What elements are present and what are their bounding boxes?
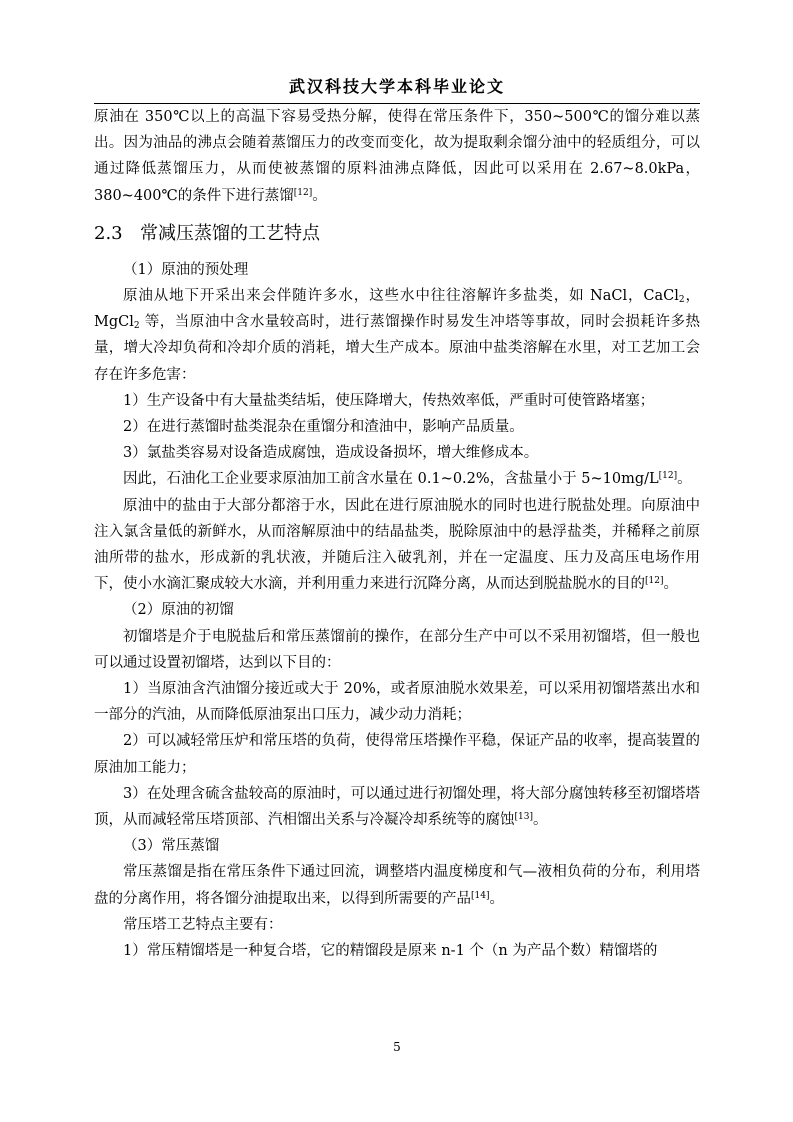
para-text: 因此，石油化工企业要求原油加工前含水量在 0.1~0.2%，含盐量小于 5~10mg/L xyxy=(123,471,659,488)
para-text: 等，当原油中含水量较高时，进行蒸馏操作时易发生冲塔等事故，同时会损耗许多热量，增大冷却负荷和冷却介质的消耗，增大生产成本。原油中盐类溶解在水里，对工艺加工会存在许多危害： xyxy=(94,314,700,383)
section-title: 常减压蒸馏的工艺特点 xyxy=(140,222,320,244)
citation: [12] xyxy=(293,187,313,198)
page-number: 5 xyxy=(393,1040,401,1054)
citation: [14] xyxy=(471,890,490,901)
para-text: 。 xyxy=(677,471,692,488)
paragraph-atmospheric xyxy=(94,859,700,911)
paragraph-desalting xyxy=(94,493,700,598)
list-item: 1）当原油含汽油馏分接近或大于 20%，或者原油脱水效果差，可以采用初馏塔蒸出水和一部分的汽油，从而降低原油泵出口压力，减少动力消耗； xyxy=(94,681,700,724)
paragraph-initial-distillation: 初馏塔是介于电脱盐后和常压蒸馏前的操作，在部分生产中可以不采用初馏塔，但一般也可以通过设置初馏塔，达到以下目的： xyxy=(94,628,700,671)
intro-paragraph xyxy=(94,104,700,209)
list-item: 2）在进行蒸馏时盐类混杂在重馏分和渣油中，影响产品质量。 xyxy=(123,419,524,436)
para-text: 3）在处理含硫含盐较高的原油时，可以通过进行初馏处理，将大部分腐蚀转移至初馏塔塔顶，从而减轻常压塔顶部、汽相馏出关系与冷凝冷却系统等的腐蚀 xyxy=(94,785,700,829)
subsection-title-2: （2）原油的初馏 xyxy=(123,602,234,619)
para-text: 。 xyxy=(489,890,504,907)
section-heading xyxy=(94,219,700,249)
citation: [13] xyxy=(514,812,533,823)
para-text: 原油中的盐由于大部分都溶于水，因此在进行原油脱水的同时也进行脱盐处理。向原油中注入氯含量低的新鲜水，从而溶解原油中的结晶盐类，脱除原油中的悬浮盐类，并稀释之前原油所带的盐水，形成新的乳状液，并随后注入破乳剂，并在一定温度、压力及高压电场作用下，使小水滴汇聚成较大水滴，并利用重力来进行沉降分离，从而达到脱盐脱水的目的 xyxy=(94,497,700,593)
list-item: 1）生产设备中有大量盐类结垢，使压降增大，传热效率低，严重时可使管路堵塞； xyxy=(123,392,655,409)
list-item: 1）常压精馏塔是一种复合塔，它的精馏段是原来 n-1 个（n 为产品个数）精馏塔的 xyxy=(123,943,658,960)
paragraph-features: 常压塔工艺特点主要有： xyxy=(123,916,283,933)
paragraph-requirements xyxy=(94,466,700,492)
section-number: 2.3 xyxy=(94,222,123,244)
intro-text-end: 。 xyxy=(312,187,327,204)
para-text: 。 xyxy=(532,812,548,829)
citation: [12] xyxy=(645,576,664,587)
para-text: 常压蒸馏是指在常压条件下通过回流，调整塔内温度梯度和气—液相负荷的分布，利用塔盘的分离作用，将各馏分油提取出来，以得到所需要的产品 xyxy=(94,864,700,907)
list-item: 2）可以减轻常压炉和常压塔的负荷，使得常压塔操作平稳，保证产品的收率，提高装置的原油加工能力； xyxy=(94,733,700,776)
page-body xyxy=(94,104,700,964)
para-text: ，MgCl xyxy=(94,288,700,331)
subsection-title-1: （1）原油的预处理 xyxy=(123,261,249,278)
paragraph-salts: 原油从地下开采出来会伴随许多水，这些水中往往溶解许多盐类，如 NaCl，CaCl$_2$，MgCl$_2$ 等，当原油中含水量较高时，进行蒸馏操作时易发生冲塔等事故，同时会损耗许多热量，增大冷却负荷和冷却介质的消耗，增大生产成本。原油中盐类溶解在水里，对工艺加工会存在许多危害： xyxy=(94,288,700,383)
citation: [12] xyxy=(658,471,678,482)
para-text: 。 xyxy=(663,576,678,593)
list-item xyxy=(94,781,700,833)
intro-text: 原油在 350℃以上的高温下容易受热分解，使得在常压条件下，350~500℃的馏分难以蒸出。因为油品的沸点会随着蒸馏压力的改变而变化，故为提取剩余馏分油中的轻质组分，可以通过降低蒸馏压力，从而使被蒸馏的原料油沸点降低，因此可以采用在 2.67~8.0kPa，380~400℃的条件下进行蒸馏 xyxy=(94,109,700,204)
list-item: 3）氯盐类容易对设备造成腐蚀，造成设备损坏，增大维修成本。 xyxy=(123,445,539,462)
subsection-title-3: （3）常压蒸馏 xyxy=(123,838,220,855)
running-header: 武汉科技大学本科毕业论文 xyxy=(288,77,505,96)
para-text: 原油从地下开采出来会伴随许多水，这些水中往往溶解许多盐类，如 NaCl，CaCl xyxy=(123,288,679,305)
